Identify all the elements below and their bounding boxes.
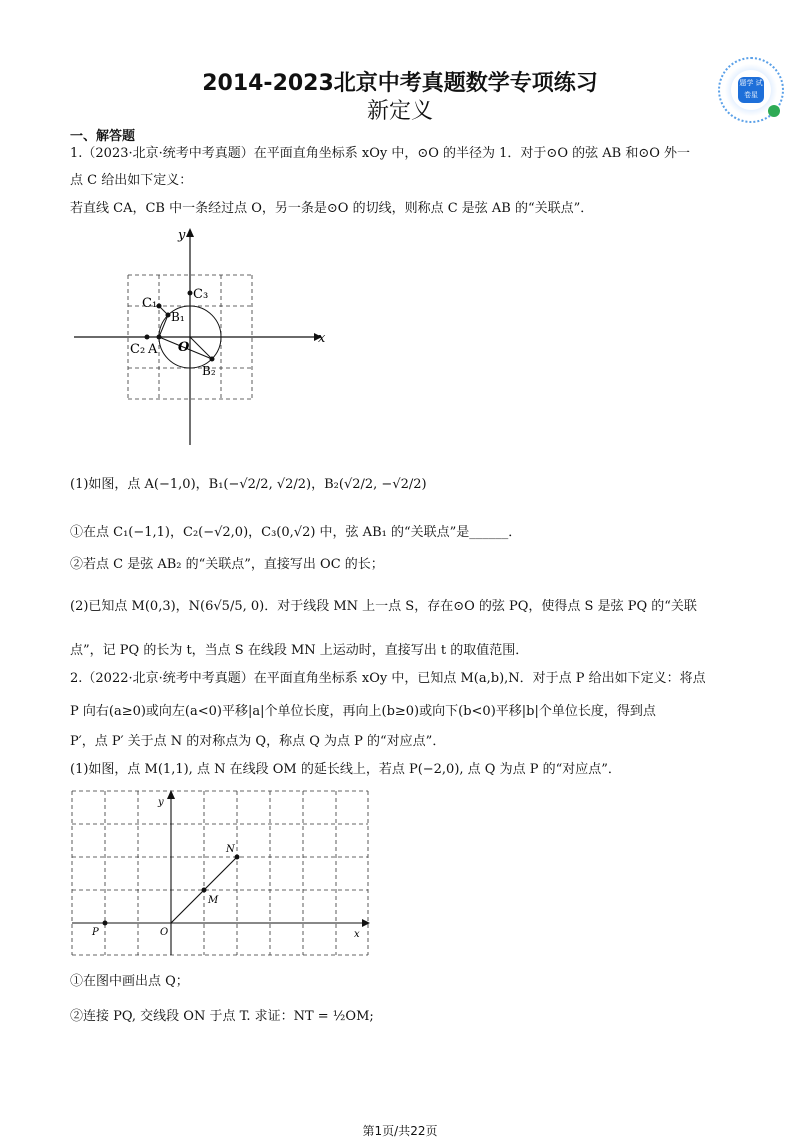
q2-line1: 2.（2022·北京·统考中考真题）在平面直角坐标系 xOy 中，已知点 M(a,b),N．对于点 P 给出如下定义：将点 — [70, 671, 706, 686]
badge-dot-icon — [768, 105, 780, 117]
fig1-label-c3: C₃ — [193, 287, 209, 302]
badge-logo: 题学 试卷星 — [738, 77, 764, 103]
qr-badge — [718, 57, 784, 123]
q1-sub1: (1)如图，点 A(−1,0)，B₁(−√2/2, √2/2)，B₂(√2/2, −√2/2) — [70, 477, 427, 492]
section-heading: 一、解答题 — [70, 129, 136, 144]
q2-line2: P 向右(a≥0)或向左(a<0)平移|a|个单位长度，再向上(b≥0)或向下(b<0)平移|b|个单位长度，得到点 — [70, 704, 656, 719]
q1-figure — [66, 225, 336, 450]
q2-figure — [66, 785, 376, 960]
page-footer: 第1页/共22页 — [362, 1124, 438, 1138]
q1-sub2: (2)已知点 M(0,3)，N(6√5/5, 0)．对于线段 MN 上一点 S，存在⊙O 的弦 PQ，使得点 S 是弦 PQ 的“关联 — [70, 599, 697, 614]
page-subtitle: 新定义 — [366, 99, 433, 124]
fig1-label-o: O — [178, 340, 190, 355]
q1-line3: 若直线 CA，CB 中一条经过点 O，另一条是⊙O 的切线，则称点 C 是弦 AB 的“关联点”． — [70, 201, 594, 216]
q1-sub1b: ②若点 C 是弦 AB₂ 的“关联点”，直接写出 OC 的长； — [70, 557, 384, 572]
fig2-label-x: x — [354, 929, 360, 940]
fig1-label-b2: B₂ — [202, 364, 216, 378]
fig1-label-c1: C₁ — [142, 296, 158, 311]
q1-line2: 点 C 给出如下定义： — [70, 173, 193, 188]
q2-sub1b: ②连接 PQ, 交线段 ON 于点 T. 求证：NT = ½OM; — [70, 1009, 374, 1024]
fig2-label-m: M — [208, 895, 219, 906]
q2-sub1a: ①在图中画出点 Q； — [70, 974, 189, 989]
q1-sub2b: 点”，记 PQ 的长为 t，当点 S 在线段 MN 上运动时，直接写出 t 的取值范围． — [70, 643, 529, 658]
q1-sub1a: ①在点 C₁(−1,1)，C₂(−√2,0)，C₃(0,√2) 中，弦 AB₁ 的“关联点”是______． — [70, 525, 522, 540]
q2-sub1: (1)如图，点 M(1,1), 点 N 在线段 OM 的延长线上，若点 P(−2,0), 点 Q 为点 P 的“对应点”． — [70, 762, 621, 777]
fig2-label-y: y — [158, 797, 164, 808]
fig2-label-o: O — [160, 927, 169, 938]
fig1-label-c2: C₂ — [130, 342, 146, 357]
fig2-label-n: N — [226, 844, 235, 855]
fig1-label-y: y — [178, 228, 186, 243]
page-title: 2014-2023北京中考真题数学专项练习 — [202, 71, 598, 96]
fig2-label-p: P — [92, 927, 99, 938]
fig1-label-a: A — [148, 342, 158, 357]
q1-line1: 1.（2023·北京·统考中考真题）在平面直角坐标系 xOy 中，⊙O 的半径为 1．对于⊙O 的弦 AB 和⊙O 外一 — [70, 146, 691, 161]
fig1-label-b1: B₁ — [171, 310, 185, 324]
q2-line3: P′，点 P′ 关于点 N 的对称点为 Q，称点 Q 为点 P 的“对应点”． — [70, 734, 446, 749]
fig1-label-x: x — [318, 331, 326, 346]
